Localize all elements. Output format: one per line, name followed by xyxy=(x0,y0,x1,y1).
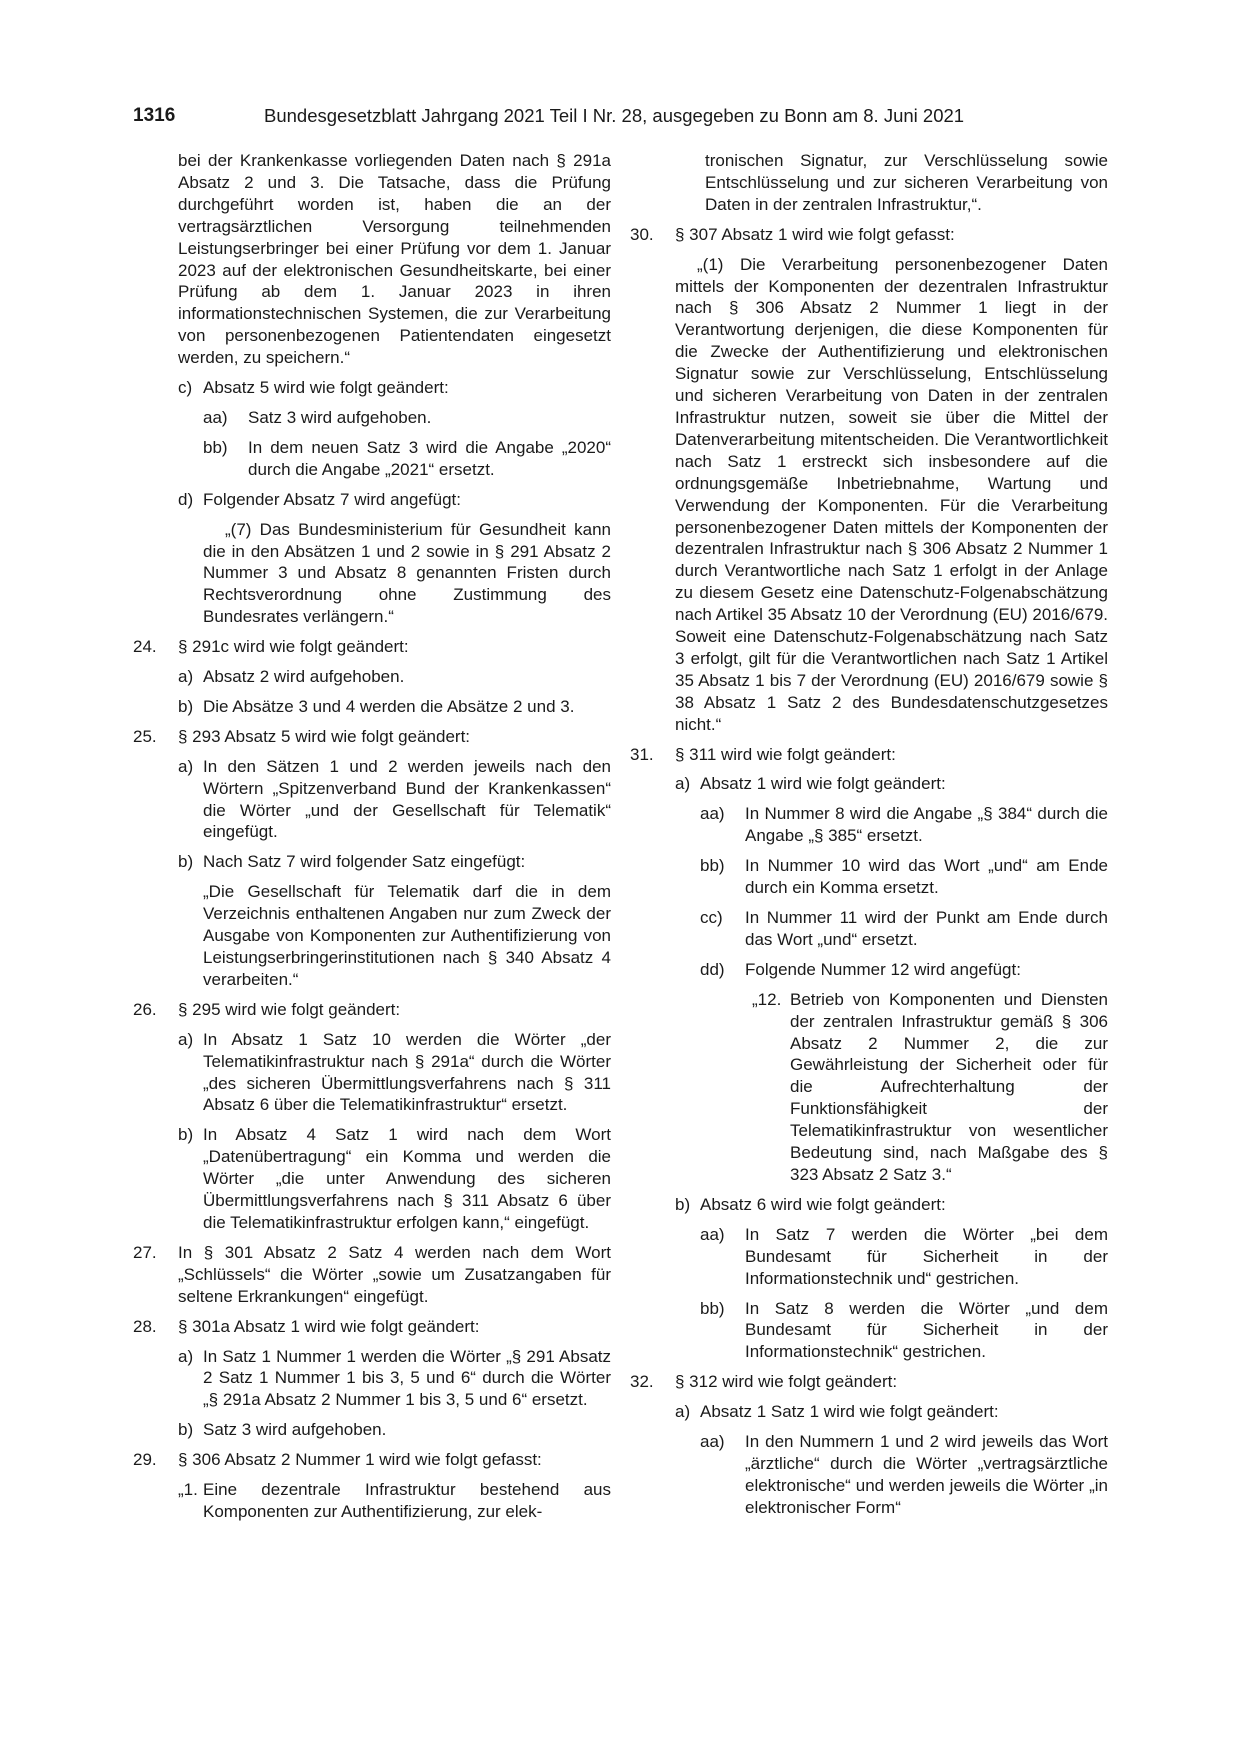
item-number: b) xyxy=(178,1125,194,1145)
item-number: c) xyxy=(178,378,193,398)
item-31-a-aa xyxy=(630,803,1108,847)
item-number: d) xyxy=(178,489,194,509)
item-31-b-aa xyxy=(630,1224,1108,1290)
item-c-bb xyxy=(133,437,611,481)
item-25-b xyxy=(133,851,611,873)
page-header xyxy=(133,101,1113,131)
item-text: Eine dezentrale Infrastruktur bestehend aus Komponenten zur Authentifizierung, zur elek- xyxy=(203,1480,611,1521)
item-number: bb) xyxy=(700,856,725,876)
item-text: In den Nummern 1 und 2 wird jeweils das Wort „ärztliche“ durch die Wörter „vertragsärztliche elektronische“ und werden jeweils die Wörter „in elektronischer Form“ xyxy=(745,1432,1108,1517)
item-text: Absatz 6 wird wie folgt geändert: xyxy=(700,1194,946,1214)
item-24 xyxy=(133,636,611,658)
continued-paragraph: bei der Krankenkasse vorliegenden Daten nach § 291a Absatz 2 und 3. Die Tatsache, dass die Prüfung durchgeführt worden ist, haben die an der vertragsärztlichen Versorgung teilnehmenden Leistungserbringer bei einer Prüfung vor dem 1. Januar 2023 auf der elektronischen Gesundheitskarte, bei einer Prüfung ab dem 1. Januar 2023 in ihren informationstechnischen Systemen, die zur Verarbeitung von personenbezogenen Patientendaten eingesetzt werden, zu speichern.“ xyxy=(178,151,611,368)
item-text: Absatz 1 Satz 1 wird wie folgt geändert: xyxy=(700,1402,999,1422)
item-number: a) xyxy=(178,1029,194,1049)
quoted-text: „(1) Die Verarbeitung personenbezogener Daten mittels der Komponenten der dezentralen Infrastruktur nach § 306 Absatz 2 Nummer 1 liegt in der Verantwortung derjenigen, die diese Komponenten für die Zwecke der Authentifizierung und elektronischen Signatur sowie zur Verschlüsselung, Entschlüsselung und sicheren Verarbeitung von Daten in der zentralen Infrastruktur nutzen, soweit sie über die Mittel der Datenverarbeitung mitentscheiden. Die Verantwortlichkeit nach Satz 1 erstreckt sich insbesondere auf die ordnungsgemäße Inbetriebnahme, Wartung und Verwendung der Komponenten. Für die Verarbeitung personenbezogener Daten mittels der Komponenten der dezentralen Infrastruktur nach § 306 Absatz 2 Nummer 1 durch Verantwortliche nach Satz 1 erfolgt in der Anlage zu diesem Gesetz eine Datenschutz-Folgenabschätzung nach Artikel 35 Absatz 10 der Verordnung (EU) 2016/679. Soweit eine Datenschutz-Folgenabschätzung nach Satz 3 erfolgt, gilt für die Verantwortlichen nach Satz 1 Artikel 35 Absatz 1 bis 7 der Verordnung (EU) 2016/679 sowie § 38 Absatz 1 Satz 2 des Bundesdatenschutzgesetzes nicht.“ xyxy=(675,254,1108,734)
item-32 xyxy=(630,1371,1108,1393)
right-column xyxy=(630,150,1108,1527)
item-number: „12. xyxy=(752,989,782,1009)
item-text: § 307 Absatz 1 wird wie folgt gefasst: xyxy=(675,224,955,244)
item-number: aa) xyxy=(700,1432,725,1452)
item-text: § 291c wird wie folgt geändert: xyxy=(178,637,409,657)
quoted-text: „Die Gesellschaft für Telematik darf die in dem Verzeichnis enthaltenen Angaben nur zum Zweck der Ausgabe von Komponenten zur Authentifizierung von Leistungserbringerinstitutionen nach § 340 Absatz 4 verarbeiten.“ xyxy=(203,882,611,989)
item-number: a) xyxy=(675,1402,691,1422)
item-number: 27. xyxy=(133,1242,157,1262)
item-number: b) xyxy=(675,1194,691,1214)
item-text: In § 301 Absatz 2 Satz 4 werden nach dem Wort „Schlüssels“ die Wörter „sowie um Zusatzangaben für seltene Erkrankungen“ eingefügt. xyxy=(178,1242,611,1306)
item-text: Absatz 1 wird wie folgt geändert: xyxy=(700,774,946,794)
item-text: § 306 Absatz 2 Nummer 1 wird wie folgt gefasst: xyxy=(178,1450,542,1470)
item-32-a xyxy=(630,1401,1108,1423)
item-text: In Absatz 4 Satz 1 wird nach dem Wort „Datenübertragung“ ein Komma und werden die Wörter „die unter Anwendung des sicheren Übermittlungsverfahrens nach § 311 Absatz 6 über die Telematikinfrastruktur erfolgen kann,“ eingefügt. xyxy=(203,1125,611,1232)
item-text: In dem neuen Satz 3 wird die Angabe „2020“ durch die Angabe „2021“ ersetzt. xyxy=(248,437,611,479)
item-number: 25. xyxy=(133,726,157,746)
item-c-aa xyxy=(133,407,611,429)
item-number: 32. xyxy=(630,1372,654,1392)
item-31-a-dd-quote xyxy=(630,989,1108,1186)
item-31-a-cc xyxy=(630,907,1108,951)
item-number: dd) xyxy=(700,959,725,979)
item-text: In Satz 1 Nummer 1 werden die Wörter „§ 291 Absatz 2 Satz 1 Nummer 1 bis 3, 5 und 6“ durch die Wörter „§ 291a Absatz 2 Nummer 1 bis 3, 5 und 6“ ersetzt. xyxy=(203,1346,611,1410)
item-number: b) xyxy=(178,696,194,716)
item-text: Absatz 5 wird wie folgt geändert: xyxy=(203,378,449,398)
quoted-text: „(7) Das Bundesministerium für Gesundheit kann die in den Absätzen 1 und 2 sowie in § 291 Absatz 2 Nummer 3 und Absatz 8 genannten Fristen durch Rechtsverordnung ohne Zustimmung des Bundesrates verlängern.“ xyxy=(203,519,611,627)
item-text: § 293 Absatz 5 wird wie folgt geändert: xyxy=(178,726,471,746)
item-text: Absatz 2 wird aufgehoben. xyxy=(203,667,405,687)
item-number: a) xyxy=(178,756,194,776)
left-column xyxy=(133,150,611,1531)
item-number: aa) xyxy=(203,407,228,427)
item-text: In Nummer 11 wird der Punkt am Ende durch das Wort „und“ ersetzt. xyxy=(745,908,1108,949)
item-number: 30. xyxy=(630,224,654,244)
item-text: In Absatz 1 Satz 10 werden die Wörter „der Telematikinfrastruktur nach § 291a“ durch die Wörter „des sicheren Übermittlungsverfahrens nach § 311 Absatz 6 über die Telematikinfrastruktur“ ersetzt. xyxy=(203,1029,611,1115)
item-24-b xyxy=(133,696,611,718)
item-25 xyxy=(133,726,611,748)
item-31-a-dd xyxy=(630,959,1108,981)
item-number: „1. xyxy=(178,1480,198,1500)
item-number: 24. xyxy=(133,637,157,657)
item-text: Nach Satz 7 wird folgender Satz eingefügt: xyxy=(203,852,526,872)
item-number: aa) xyxy=(700,804,725,824)
item-number: bb) xyxy=(203,437,228,457)
item-text: In Satz 7 werden die Wörter „bei dem Bundesamt für Sicherheit in der Informationstechnik und“ gestrichen. xyxy=(745,1224,1108,1288)
item-number: b) xyxy=(178,852,194,872)
item-number: 28. xyxy=(133,1316,157,1336)
item-26-a xyxy=(133,1029,611,1117)
item-number: cc) xyxy=(700,908,723,927)
item-text: In den Sätzen 1 und 2 werden jeweils nach den Wörtern „Spitzenverband Bund der Krankenkassen“ die Wörter „und der Gesellschaft für Telematik“ eingefügt. xyxy=(203,756,611,842)
item-31-a-bb xyxy=(630,855,1108,899)
item-number: b) xyxy=(178,1420,194,1440)
item-26-b xyxy=(133,1124,611,1234)
item-text: Folgende Nummer 12 wird angefügt: xyxy=(745,959,1021,979)
item-text: § 312 wird wie folgt geändert: xyxy=(675,1372,898,1392)
item-28-b xyxy=(133,1419,611,1441)
item-25-a xyxy=(133,756,611,844)
item-number: aa) xyxy=(700,1224,725,1244)
item-24-a xyxy=(133,666,611,688)
item-31-b-bb xyxy=(630,1298,1108,1364)
continued-paragraph: tronischen Signatur, zur Verschlüsselung sowie Entschlüsselung und zur sicheren Verarbeitung von Daten in der zentralen Infrastruktur,“. xyxy=(705,151,1108,214)
item-31-b xyxy=(630,1194,1108,1216)
item-text: Satz 3 wird aufgehoben. xyxy=(203,1420,387,1440)
item-text: Satz 3 wird aufgehoben. xyxy=(248,407,432,427)
item-31-a xyxy=(630,773,1108,795)
item-number: bb) xyxy=(700,1298,725,1318)
item-26 xyxy=(133,999,611,1021)
item-number: 26. xyxy=(133,999,157,1019)
item-number: a) xyxy=(675,774,691,794)
item-text: § 311 wird wie folgt geändert: xyxy=(675,744,896,764)
item-text: Die Absätze 3 und 4 werden die Absätze 2 und 3. xyxy=(203,696,575,716)
item-c xyxy=(133,377,611,399)
item-32-a-aa xyxy=(630,1431,1108,1519)
item-text: Folgender Absatz 7 wird angefügt: xyxy=(203,489,461,509)
item-30 xyxy=(630,224,1108,246)
item-text: In Nummer 10 wird das Wort „und“ am Ende durch ein Komma ersetzt. xyxy=(745,856,1108,898)
running-head: Bundesgesetzblatt Jahrgang 2021 Teil I Nr. 28, ausgegeben zu Bonn am 8. Juni 2021 xyxy=(264,105,965,126)
item-number: a) xyxy=(178,1346,194,1366)
item-number: a) xyxy=(178,667,194,687)
item-28 xyxy=(133,1316,611,1338)
item-27 xyxy=(133,1242,611,1308)
item-29-quote xyxy=(133,1479,611,1523)
item-28-a xyxy=(133,1346,611,1412)
item-text: § 295 wird wie folgt geändert: xyxy=(178,999,401,1019)
item-text: § 301a Absatz 1 wird wie folgt geändert: xyxy=(178,1316,480,1336)
item-number: 29. xyxy=(133,1450,157,1470)
item-number: 31. xyxy=(630,744,654,764)
item-text: Betrieb von Komponenten und Diensten der zentralen Infrastruktur gemäß § 306 Absatz 2 Nummer 2, die zur Gewährleistung der Sicherheit oder für die Aufrechterhaltung der Funktionsfähigkeit der Telematikinfrastruktur von wesentlicher Bedeutung sind, nach Maßgabe des § 323 Absatz 2 Satz 3.“ xyxy=(790,989,1108,1184)
page-number: 1316 xyxy=(133,105,176,126)
item-29 xyxy=(133,1449,611,1471)
item-d xyxy=(133,489,611,511)
item-text: In Nummer 8 wird die Angabe „§ 384“ durch die Angabe „§ 385“ ersetzt. xyxy=(745,804,1108,846)
item-31 xyxy=(630,744,1108,766)
item-text: In Satz 8 werden die Wörter „und dem Bundesamt für Sicherheit in der Informationstechnik“ gestrichen. xyxy=(745,1298,1108,1362)
